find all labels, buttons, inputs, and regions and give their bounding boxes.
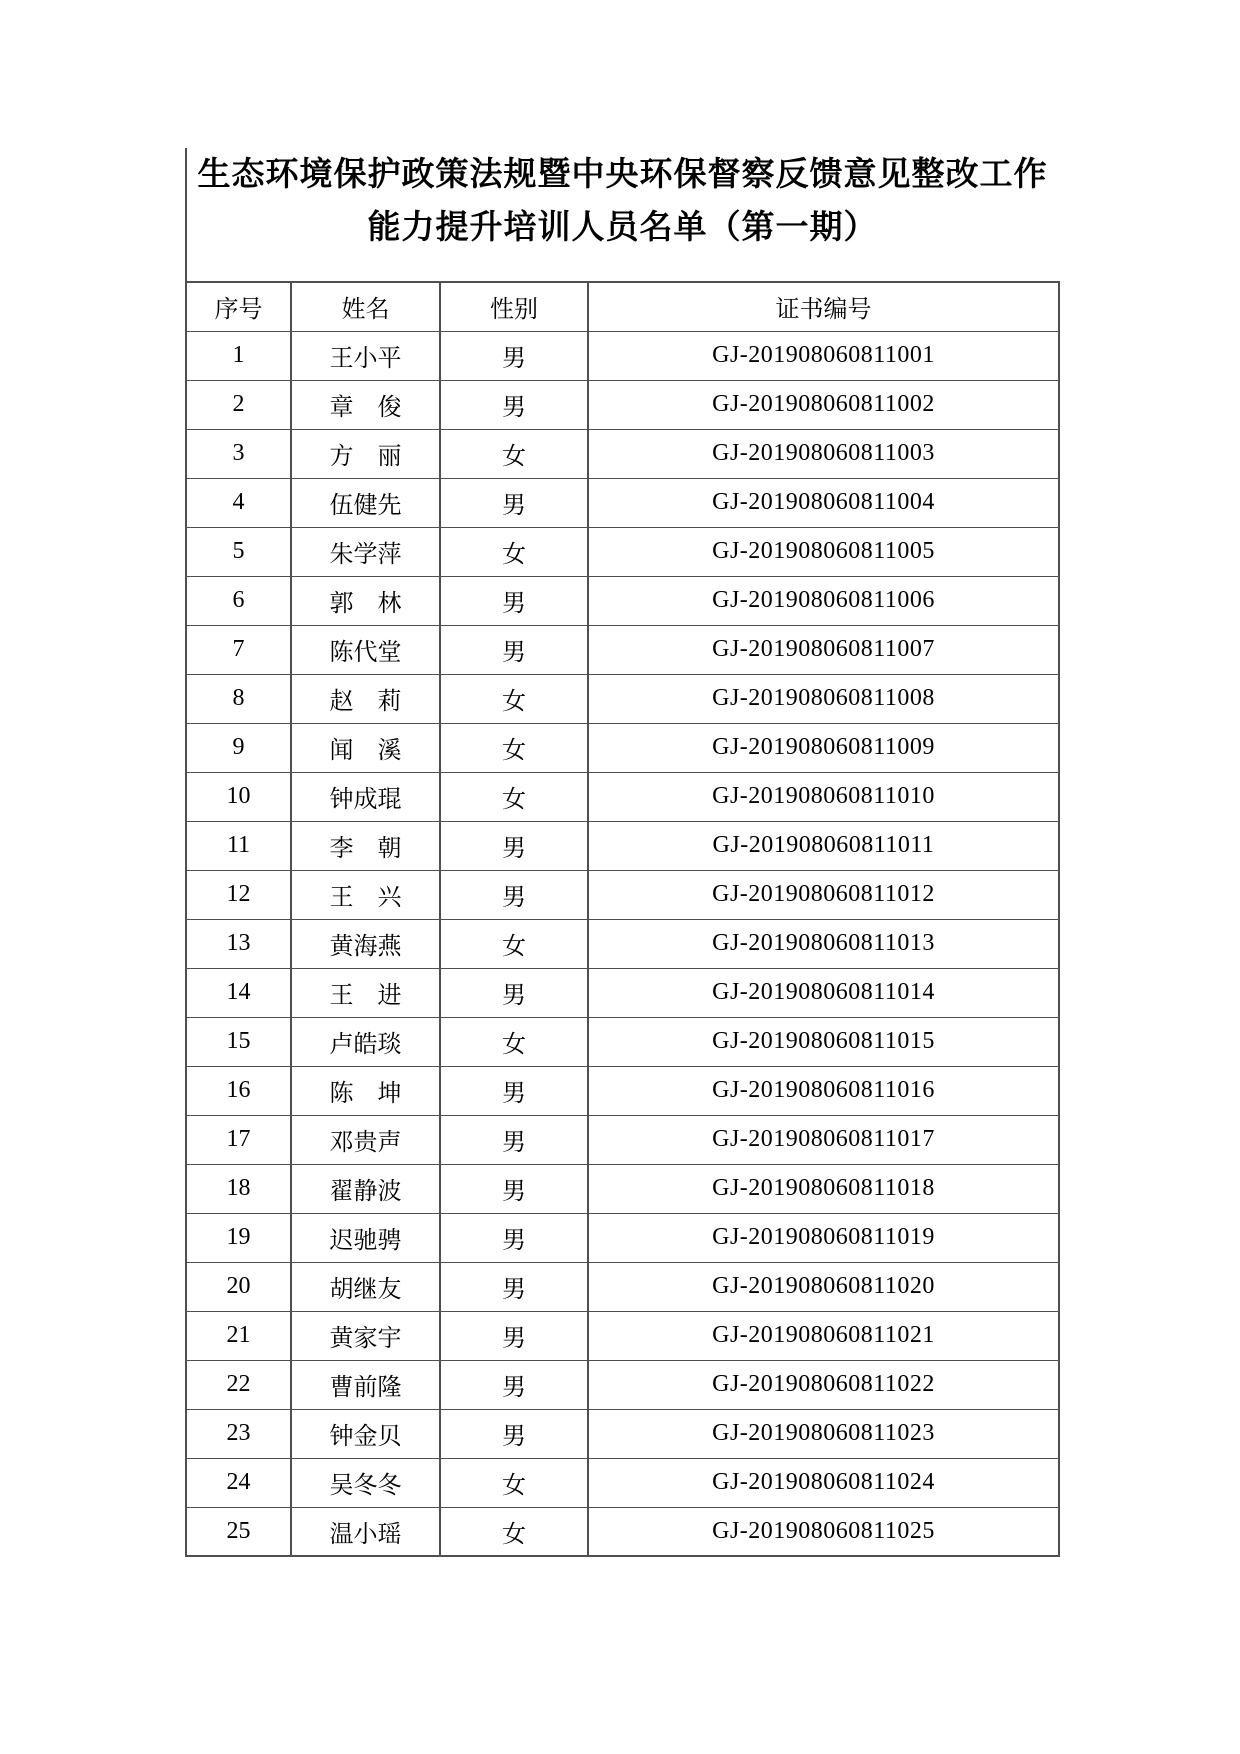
title-line-1: 生态环境保护政策法规暨中央环保督察反馈意见整改工作 <box>197 157 1048 193</box>
cell-certificate: GJ-201908060811024 <box>588 1458 1059 1507</box>
cell-certificate: GJ-201908060811015 <box>588 1017 1059 1066</box>
table-row <box>186 1360 1059 1409</box>
cell-name: 卢皓琰 <box>291 1017 440 1066</box>
cell-certificate: GJ-201908060811025 <box>588 1507 1059 1556</box>
cell-certificate: GJ-201908060811018 <box>588 1164 1059 1213</box>
cell-gender: 女 <box>440 723 588 772</box>
cell-index: 4 <box>186 478 291 527</box>
cell-certificate: GJ-201908060811017 <box>588 1115 1059 1164</box>
cell-index: 24 <box>186 1458 291 1507</box>
cell-gender: 男 <box>440 870 588 919</box>
cell-certificate: GJ-201908060811011 <box>588 821 1059 870</box>
cell-gender: 男 <box>440 1066 588 1115</box>
cell-certificate: GJ-201908060811010 <box>588 772 1059 821</box>
cell-certificate: GJ-201908060811020 <box>588 1262 1059 1311</box>
cell-certificate: GJ-201908060811019 <box>588 1213 1059 1262</box>
cell-certificate: GJ-201908060811006 <box>588 576 1059 625</box>
cell-gender: 男 <box>440 625 588 674</box>
table-row <box>186 1066 1059 1115</box>
cell-name: 陈代堂 <box>291 625 440 674</box>
cell-certificate: GJ-201908060811014 <box>588 968 1059 1017</box>
cell-name: 郭 林 <box>291 576 440 625</box>
cell-gender: 男 <box>440 968 588 1017</box>
cell-gender: 女 <box>440 1458 588 1507</box>
cell-certificate: GJ-201908060811023 <box>588 1409 1059 1458</box>
cell-gender: 男 <box>440 1409 588 1458</box>
table-row <box>186 772 1059 821</box>
cell-name: 陈 坤 <box>291 1066 440 1115</box>
table-row <box>186 1115 1059 1164</box>
cell-index: 7 <box>186 625 291 674</box>
table-row <box>186 331 1059 380</box>
cell-certificate: GJ-201908060811005 <box>588 527 1059 576</box>
table-row <box>186 527 1059 576</box>
table-row <box>186 380 1059 429</box>
table-row <box>186 625 1059 674</box>
table-row <box>186 870 1059 919</box>
col-header-index: 序号 <box>186 282 291 331</box>
cell-certificate: GJ-201908060811022 <box>588 1360 1059 1409</box>
cell-gender: 男 <box>440 1311 588 1360</box>
cell-index: 2 <box>186 380 291 429</box>
cell-gender: 女 <box>440 1017 588 1066</box>
cell-certificate: GJ-201908060811008 <box>588 674 1059 723</box>
col-header-gender: 性别 <box>440 282 588 331</box>
cell-gender: 男 <box>440 380 588 429</box>
cell-index: 6 <box>186 576 291 625</box>
cell-name: 邓贵声 <box>291 1115 440 1164</box>
cell-index: 21 <box>186 1311 291 1360</box>
table-row <box>186 919 1059 968</box>
table-header-row <box>186 282 1059 331</box>
cell-gender: 女 <box>440 919 588 968</box>
cell-index: 3 <box>186 429 291 478</box>
cell-index: 25 <box>186 1507 291 1556</box>
table-row <box>186 1507 1059 1556</box>
cell-name: 王小平 <box>291 331 440 380</box>
cell-name: 朱学萍 <box>291 527 440 576</box>
cell-certificate: GJ-201908060811004 <box>588 478 1059 527</box>
cell-gender: 女 <box>440 674 588 723</box>
cell-index: 18 <box>186 1164 291 1213</box>
cell-gender: 男 <box>440 821 588 870</box>
cell-certificate: GJ-201908060811012 <box>588 870 1059 919</box>
cell-name: 章 俊 <box>291 380 440 429</box>
table-row <box>186 674 1059 723</box>
cell-gender: 女 <box>440 1507 588 1556</box>
cell-name: 李 朝 <box>291 821 440 870</box>
cell-index: 22 <box>186 1360 291 1409</box>
cell-name: 吴冬冬 <box>291 1458 440 1507</box>
cell-name: 方 丽 <box>291 429 440 478</box>
cell-certificate: GJ-201908060811001 <box>588 331 1059 380</box>
table-row <box>186 1311 1059 1360</box>
cell-certificate: GJ-201908060811007 <box>588 625 1059 674</box>
table-row <box>186 821 1059 870</box>
cell-index: 14 <box>186 968 291 1017</box>
cell-certificate: GJ-201908060811013 <box>588 919 1059 968</box>
table-row <box>186 968 1059 1017</box>
table-row <box>186 1458 1059 1507</box>
document-body <box>185 148 1058 1557</box>
cell-index: 8 <box>186 674 291 723</box>
col-header-name: 姓名 <box>291 282 440 331</box>
cell-name: 钟金贝 <box>291 1409 440 1458</box>
cell-certificate: GJ-201908060811021 <box>588 1311 1059 1360</box>
cell-index: 10 <box>186 772 291 821</box>
col-header-certificate: 证书编号 <box>588 282 1059 331</box>
cell-name: 黄海燕 <box>291 919 440 968</box>
cell-index: 17 <box>186 1115 291 1164</box>
cell-gender: 男 <box>440 331 588 380</box>
cell-index: 19 <box>186 1213 291 1262</box>
cell-index: 12 <box>186 870 291 919</box>
cell-certificate: GJ-201908060811009 <box>588 723 1059 772</box>
cell-index: 23 <box>186 1409 291 1458</box>
cell-index: 1 <box>186 331 291 380</box>
cell-gender: 男 <box>440 576 588 625</box>
cell-index: 15 <box>186 1017 291 1066</box>
cell-gender: 男 <box>440 1164 588 1213</box>
cell-gender: 男 <box>440 478 588 527</box>
cell-name: 曹前隆 <box>291 1360 440 1409</box>
document-title <box>185 148 1058 281</box>
cell-gender: 男 <box>440 1115 588 1164</box>
cell-index: 20 <box>186 1262 291 1311</box>
personnel-table <box>185 281 1060 1557</box>
table-row <box>186 478 1059 527</box>
cell-name: 温小瑶 <box>291 1507 440 1556</box>
table-row <box>186 1262 1059 1311</box>
table-row <box>186 1017 1059 1066</box>
table-row <box>186 1409 1059 1458</box>
cell-name: 翟静波 <box>291 1164 440 1213</box>
cell-name: 胡继友 <box>291 1262 440 1311</box>
cell-gender: 男 <box>440 1213 588 1262</box>
table-row <box>186 1213 1059 1262</box>
cell-index: 13 <box>186 919 291 968</box>
cell-gender: 女 <box>440 772 588 821</box>
cell-gender: 男 <box>440 1262 588 1311</box>
cell-name: 伍健先 <box>291 478 440 527</box>
table-row <box>186 429 1059 478</box>
cell-index: 5 <box>186 527 291 576</box>
cell-name: 迟驰骋 <box>291 1213 440 1262</box>
cell-gender: 女 <box>440 527 588 576</box>
title-line-2: 能力提升培训人员名单（第一期） <box>367 210 878 246</box>
cell-name: 黄家宇 <box>291 1311 440 1360</box>
cell-index: 16 <box>186 1066 291 1115</box>
table-body <box>186 331 1059 1556</box>
cell-certificate: GJ-201908060811016 <box>588 1066 1059 1115</box>
cell-name: 王 兴 <box>291 870 440 919</box>
cell-index: 9 <box>186 723 291 772</box>
cell-certificate: GJ-201908060811003 <box>588 429 1059 478</box>
table-row <box>186 723 1059 772</box>
cell-name: 王 进 <box>291 968 440 1017</box>
table-row <box>186 576 1059 625</box>
cell-gender: 女 <box>440 429 588 478</box>
table-row <box>186 1164 1059 1213</box>
cell-certificate: GJ-201908060811002 <box>588 380 1059 429</box>
cell-index: 11 <box>186 821 291 870</box>
cell-name: 闻 溪 <box>291 723 440 772</box>
cell-name: 赵 莉 <box>291 674 440 723</box>
cell-gender: 男 <box>440 1360 588 1409</box>
cell-name: 钟成琨 <box>291 772 440 821</box>
